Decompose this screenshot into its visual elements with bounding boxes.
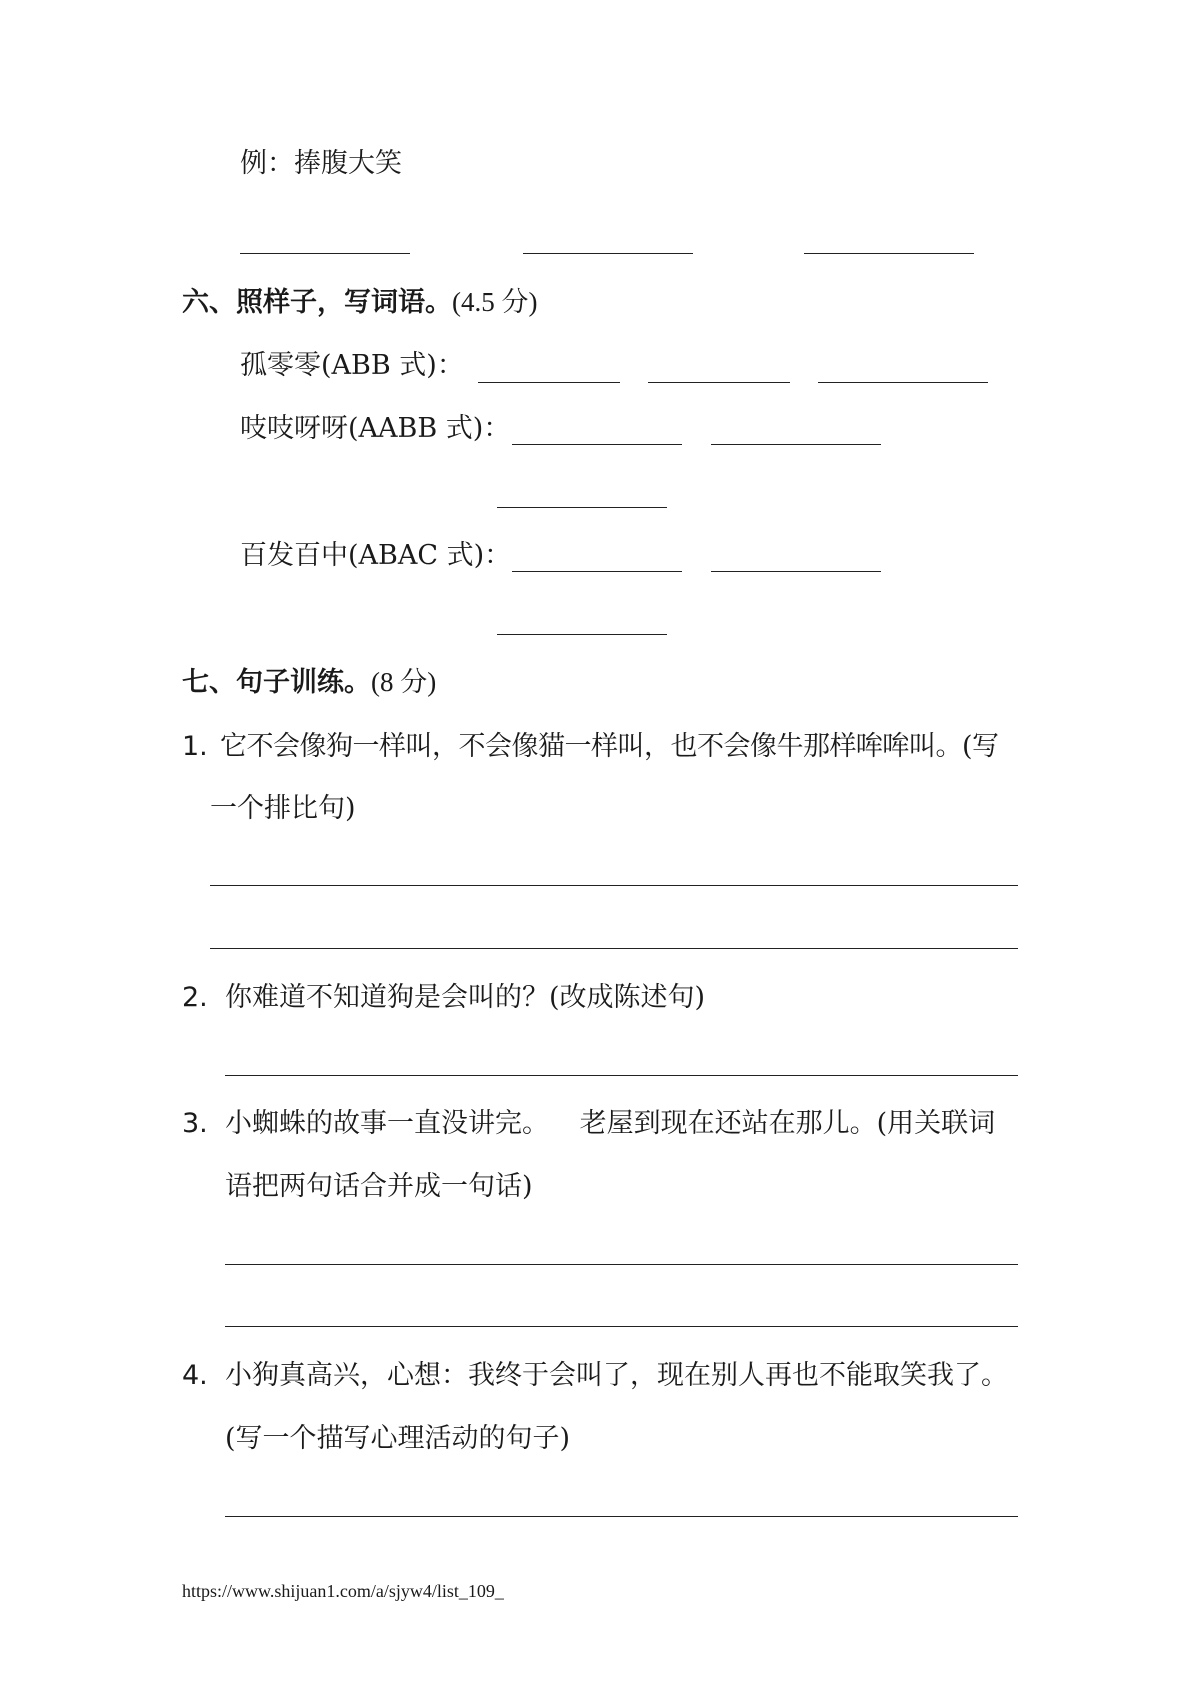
answer-blank[interactable] [478, 382, 620, 383]
question-4-number: 4. [182, 1360, 208, 1391]
section-6-points: (4.5 分) [452, 287, 538, 317]
answer-blank[interactable] [648, 382, 790, 383]
section-7-heading [182, 669, 436, 696]
example-label: 例：捧腹大笑 [240, 148, 402, 179]
answer-blank[interactable] [497, 507, 667, 508]
section-6-heading [182, 289, 537, 316]
answer-blank[interactable] [240, 253, 410, 254]
question-3-text: 小蜘蛛的故事一直没讲完。 老屋到现在还站在那儿。(用关联词 [225, 1108, 996, 1139]
section-7-points: (8 分) [371, 667, 437, 697]
question-4-text: 小狗真高兴，心想：我终于会叫了，现在别人再也不能取笑我了。 [225, 1360, 1008, 1391]
question-3-number: 3. [182, 1108, 208, 1139]
question-2-number: 2. [182, 982, 208, 1013]
answer-line[interactable] [210, 948, 1018, 949]
answer-line[interactable] [225, 1264, 1018, 1265]
footer-url[interactable]: https://www.shijuan1.com/a/sjyw4/list_109_ [182, 1581, 504, 1601]
answer-blank[interactable] [523, 253, 693, 254]
answer-line[interactable] [210, 885, 1018, 886]
answer-blank[interactable] [497, 634, 667, 635]
abb-label: 孤零零(ABB 式)： [240, 350, 464, 381]
question-4-instruction: (写一个描写心理活动的句子) [225, 1423, 571, 1454]
answer-line[interactable] [225, 1075, 1018, 1076]
section-7-title: 七、句子训练。 [182, 667, 371, 698]
answer-blank[interactable] [512, 444, 682, 445]
answer-line[interactable] [225, 1326, 1018, 1327]
answer-blank[interactable] [512, 571, 682, 572]
section-6-title: 六、照样子，写词语。 [182, 287, 452, 318]
question-1-number: 1. [182, 731, 208, 762]
answer-blank[interactable] [804, 253, 974, 254]
question-2-text: 你难道不知道狗是会叫的？(改成陈述句) [225, 982, 706, 1013]
question-1-text: 它不会像狗一样叫，不会像猫一样叫，也不会像牛那样哞哞叫。(写 [220, 731, 999, 762]
abac-label: 百发百中(ABAC 式)： [240, 540, 512, 571]
aabb-label: 吱吱呀呀(AABB 式)： [240, 413, 511, 444]
question-3-instruction: 语把两句话合并成一句话) [225, 1171, 533, 1202]
answer-blank[interactable] [711, 444, 881, 445]
answer-line[interactable] [225, 1516, 1018, 1517]
answer-blank[interactable] [818, 382, 988, 383]
answer-blank[interactable] [711, 571, 881, 572]
question-1-instruction: 一个排比句) [210, 793, 356, 824]
